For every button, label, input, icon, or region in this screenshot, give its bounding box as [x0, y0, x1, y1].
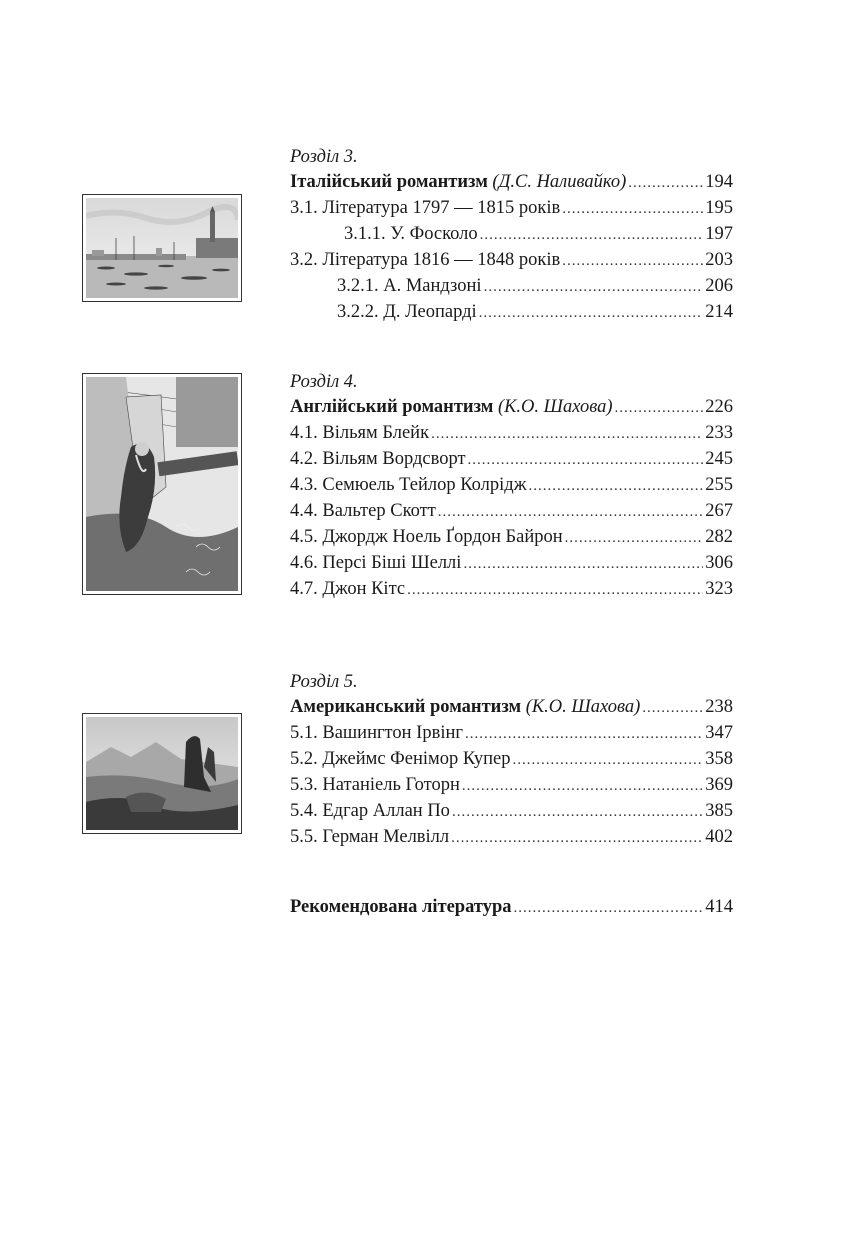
leader-dots [462, 774, 703, 799]
page-number: 402 [705, 827, 733, 847]
leader-dots [431, 422, 703, 447]
landscape-painting-image [82, 713, 242, 834]
chapter-title: Англійський романтизм [290, 397, 494, 417]
toc-entry[interactable] [290, 825, 733, 851]
page-number: 369 [705, 775, 733, 795]
leader-dots [642, 696, 703, 721]
page-number: 347 [705, 723, 733, 743]
toc-entry[interactable] [290, 447, 733, 473]
entry-title: 5.4. Едгар Аллан По [290, 801, 450, 821]
venice-engraving-image [82, 194, 242, 302]
leader-dots [465, 722, 703, 747]
leader-dots [451, 826, 703, 851]
page-number: 197 [705, 224, 733, 244]
entry-title: 5.5. Герман Мелвілл [290, 827, 450, 847]
section-4 [290, 370, 733, 603]
leader-dots [479, 301, 704, 326]
toc-entry[interactable] [290, 747, 733, 773]
section-label: Розділ 4. [290, 372, 358, 392]
leader-dots [529, 474, 704, 499]
section-label: Розділ 3. [290, 147, 358, 167]
recommended-entry[interactable] [290, 895, 733, 921]
toc-entry[interactable] [290, 300, 733, 326]
section-5 [290, 670, 733, 851]
entry-title: 4.4. Вальтер Скотт [290, 501, 436, 521]
toc-entry[interactable] [290, 222, 733, 248]
ancient-mariner-engraving-image [82, 373, 242, 595]
entry-title: 5.2. Джеймс Фенімор Купер [290, 749, 511, 769]
page-number: 203 [705, 250, 733, 270]
leader-dots [452, 800, 703, 825]
leader-dots [562, 249, 703, 274]
toc-entry[interactable] [290, 274, 733, 300]
section-3 [290, 145, 733, 326]
leader-dots [484, 275, 704, 300]
page-number: 282 [705, 527, 733, 547]
chapter-author: (Д.С. Наливайко) [492, 172, 627, 192]
toc-entry[interactable] [290, 773, 733, 799]
chapter-title: Американський романтизм [290, 697, 522, 717]
chapter-title: Італійський романтизм [290, 172, 488, 192]
leader-dots [512, 748, 703, 773]
toc-entry[interactable] [290, 799, 733, 825]
page-number: 226 [705, 397, 733, 417]
toc-entry[interactable] [290, 577, 733, 603]
entry-title: 5.3. Натаніель Готорн [290, 775, 460, 795]
entry-title: 3.2. Література 1816 — 1848 років [290, 250, 561, 270]
entry-title: 5.1. Вашингтон Ірвінг [290, 723, 463, 743]
entry-title: 3.1.1. У. Фосколо [344, 224, 478, 244]
entry-title: 4.3. Семюель Тейлор Колрідж [290, 475, 527, 495]
page-number: 233 [705, 423, 733, 443]
chapter-author: (К.О. Шахова) [525, 697, 641, 717]
chapter-author: (К.О. Шахова) [497, 397, 613, 417]
entry-title: 4.6. Персі Біші Шеллі [290, 553, 462, 573]
leader-dots [480, 223, 704, 248]
leader-dots [615, 396, 704, 421]
leader-dots [407, 578, 703, 603]
toc-entry[interactable] [290, 196, 733, 222]
chapter-heading[interactable] [290, 395, 733, 421]
page-number: 206 [705, 276, 733, 296]
toc-entry[interactable] [290, 721, 733, 747]
page-number: 195 [705, 198, 733, 218]
page-number: 267 [705, 501, 733, 521]
leader-dots [468, 448, 704, 473]
entry-title: 3.2.1. А. Мандзоні [337, 276, 482, 296]
recommended-literature [290, 895, 733, 921]
toc-entry[interactable] [290, 551, 733, 577]
page-number: 414 [705, 897, 733, 917]
toc-entry[interactable] [290, 473, 733, 499]
chapter-heading[interactable] [290, 170, 733, 196]
chapter-heading[interactable] [290, 695, 733, 721]
entry-title: 4.2. Вільям Вордсворт [290, 449, 466, 469]
entry-title: 4.1. Вільям Блейк [290, 423, 430, 443]
toc-entry[interactable] [290, 525, 733, 551]
toc-entry[interactable] [290, 499, 733, 525]
leader-dots [628, 171, 703, 196]
leader-dots [565, 526, 704, 551]
page-number: 385 [705, 801, 733, 821]
leader-dots [514, 896, 704, 921]
toc-entry[interactable] [290, 248, 733, 274]
page-number: 323 [705, 579, 733, 599]
page-number: 238 [705, 697, 733, 717]
page-number: 255 [705, 475, 733, 495]
entry-title: 4.5. Джордж Ноель Ґордон Байрон [290, 527, 563, 547]
toc-entry[interactable] [290, 421, 733, 447]
entry-title: 4.7. Джон Кітс [290, 579, 406, 599]
entry-title: 3.2.2. Д. Леопарді [337, 302, 477, 322]
entry-title: 3.1. Література 1797 — 1815 років [290, 198, 561, 218]
page-number: 358 [705, 749, 733, 769]
page-number: 194 [705, 172, 733, 192]
page-number: 306 [705, 553, 733, 573]
page-number: 245 [705, 449, 733, 469]
page-number: 214 [705, 302, 733, 322]
recommended-title: Рекомендована література [290, 897, 512, 917]
leader-dots [562, 197, 703, 222]
leader-dots [463, 552, 703, 577]
section-label: Розділ 5. [290, 672, 358, 692]
leader-dots [438, 500, 703, 525]
